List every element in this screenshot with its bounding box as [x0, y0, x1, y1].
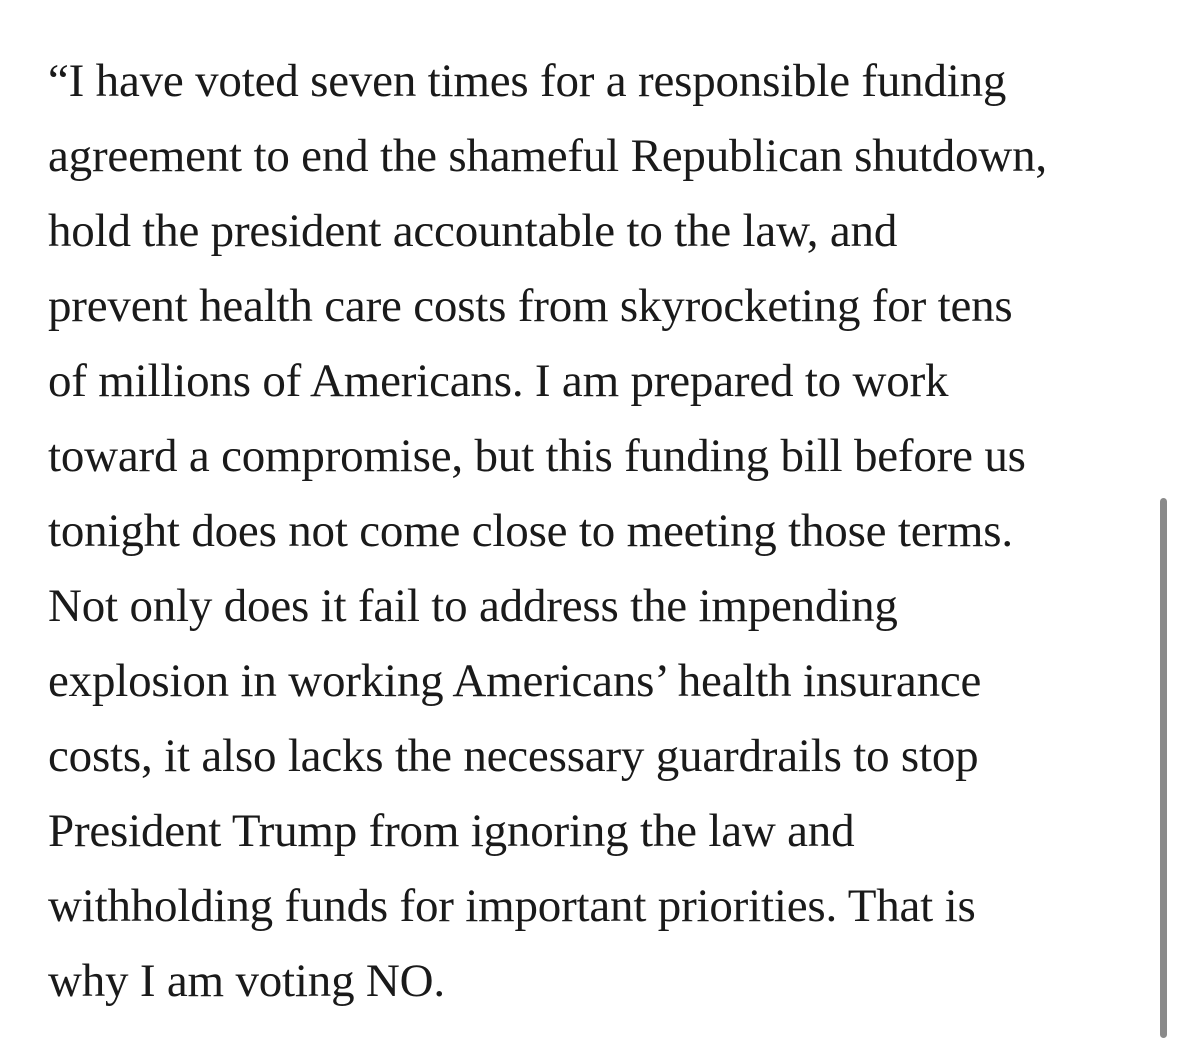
quote-line: Not only does it fail to address the impending: [48, 580, 898, 632]
quote-line: hold the president accountable to the law, and: [48, 205, 898, 257]
quote-line: costs, it also lacks the necessary guardrails to stop: [48, 730, 979, 782]
quote-paragraph: [48, 44, 1148, 1019]
quote-line: of millions of Americans. I am prepared to work: [48, 355, 949, 407]
quote-line: toward a compromise, but this funding bill before us: [48, 430, 1026, 482]
quote-line: tonight does not come close to meeting those terms.: [48, 505, 1013, 557]
quote-line: explosion in working Americans’ health insurance: [48, 655, 982, 707]
quote-line: agreement to end the shameful Republican shutdown,: [48, 130, 1047, 182]
quote-line: “I have voted seven times for a responsible funding: [48, 55, 1007, 107]
quote-line: withholding funds for important priorities. That is: [48, 880, 976, 932]
quote-line: why I am voting NO.: [48, 955, 445, 1007]
vertical-scrollbar[interactable]: [1156, 494, 1170, 1033]
scrollbar-thumb[interactable]: [1160, 498, 1167, 1038]
quote-line: prevent health care costs from skyrocketing for tens: [48, 280, 1013, 332]
quote-line: President Trump from ignoring the law and: [48, 805, 855, 857]
